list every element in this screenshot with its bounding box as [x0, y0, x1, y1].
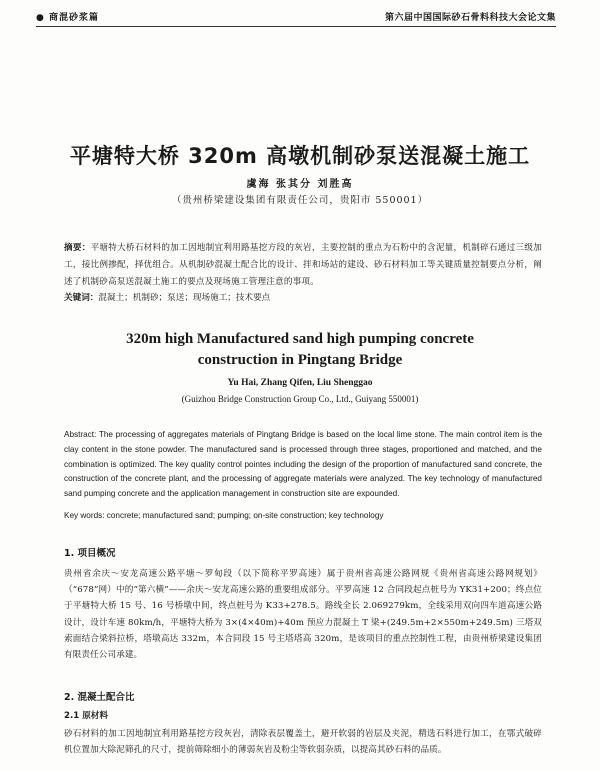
keywords-cn-label: 关键词： — [64, 293, 99, 303]
page-title-cn: 平塘特大桥 320m 高墩机制砂泵送混凝土施工 — [69, 144, 531, 168]
section-label: ● 商混砂浆篇 — [36, 13, 99, 23]
page-title-en — [0, 329, 600, 371]
keywords-cn — [64, 291, 542, 306]
affiliation-en: (Guizhou Bridge Construction Group Co., Ltd., Guiyang 550001) — [181, 394, 419, 404]
abstract-cn-label: 摘要： — [64, 243, 91, 253]
section-2-heading: 2. 混凝土配合比 — [64, 692, 135, 703]
authors-en: Yu Hai, Zhang Qifen, Liu Shenggao — [227, 378, 373, 388]
abstract-en — [64, 428, 542, 502]
keywords-en — [64, 511, 542, 520]
authors-cn: 虞海 张其分 刘胜高 — [246, 179, 354, 190]
abstract-en-label: Abstract: — [64, 430, 97, 439]
keywords-en-label: Key words: — [64, 511, 105, 520]
section-1-text: 贵州省余庆～安龙高速公路平塘～罗甸段（以下简称平罗高速）属于贵州省高速公路网规《贵州省高速公路网规划》（“678”网）中的“第六横”——余庆～安龙高速公路的重要组成部分。平罗高速 12 合同段起点桩号为 YK31+200；终点位于平塘特大桥 15 号、16 号桥墩中间，终点桩号为 K33+278.5。路线全长 2.069279km，全线采用双向四车道高速公路设计，设计车速 80km/h，平塘特大桥为 3×(4×40m)+40m 预应力混凝土 T 梁+(249.5m+2×550m+249.5m) 三塔双索面结合梁斜拉桥，塔墩高达 332m，本合同段 15 号主塔塔高 320m，是该项目的重点控制性工程，由贵州桥梁建设集团有限责任公司承建。 — [64, 569, 542, 661]
keywords-cn-text: 混凝土；机制砂；泵送；现场施工；技术要点 — [98, 293, 271, 303]
section-2-1-heading: 2.1 原材料 — [64, 711, 108, 721]
page-header — [36, 6, 556, 24]
abstract-en-text: The processing of aggregates materials of Pingtang Bridge is based on the local lime stone. The main control item is the clay content in the stone powder. The manufactured sand is processed through three stages, proportioned and matched, and the combination is optimized. The key quality control pointes including the design of the proportion of manufactured sand concrete, the construction of the concrete plant, and the processing of aggregate materials were analyzed. The key technology of manufactured sand pumping concrete and the application management in construction site are expounded. — [64, 430, 542, 499]
affiliation-cn: （贵州桥梁建设集团有限责任公司，贵阳市 550001） — [171, 195, 429, 206]
section-1-heading: 1. 项目概况 — [64, 548, 116, 559]
keywords-en-text: concrete; manufactured sand; pumping; on-site construction; key technology — [106, 511, 384, 520]
title-en-line2: construction in Pingtang Bridge — [197, 352, 403, 368]
header-rule — [36, 26, 556, 27]
abstract-cn-text: 平塘特大桥石材料的加工因地制宜利用路基挖方段的灰岩，主要控制的重点为石粉中的含泥量，机制碎石通过三级加工，接比例掺配，择优组合。从机制砂混凝土配合比的设计、拌和场站的建设、砂石材料加工等关键质量控制要点分析，阐述了机制砂高泵送混凝土施工的要点及现场施工管理注意的事项。 — [64, 243, 542, 287]
conference-title: 第六届中国国际砂石骨料科技大会论文集 — [384, 13, 556, 23]
title-en-line1: 320m high Manufactured sand high pumping concrete — [126, 331, 474, 347]
section-2-1-text: 砂石材料的加工因地制宜利用路基挖方段灰岩，清除表层覆盖土，避开软弱的岩层及夹泥，精选石料进行加工，在鄂式破碎机位置加大除泥筛孔的尺寸，提前筛除细小的薄弱灰岩及粉尘等软弱杂质，以提高其砂石料的品质。 — [64, 729, 542, 756]
abstract-cn — [64, 240, 542, 291]
